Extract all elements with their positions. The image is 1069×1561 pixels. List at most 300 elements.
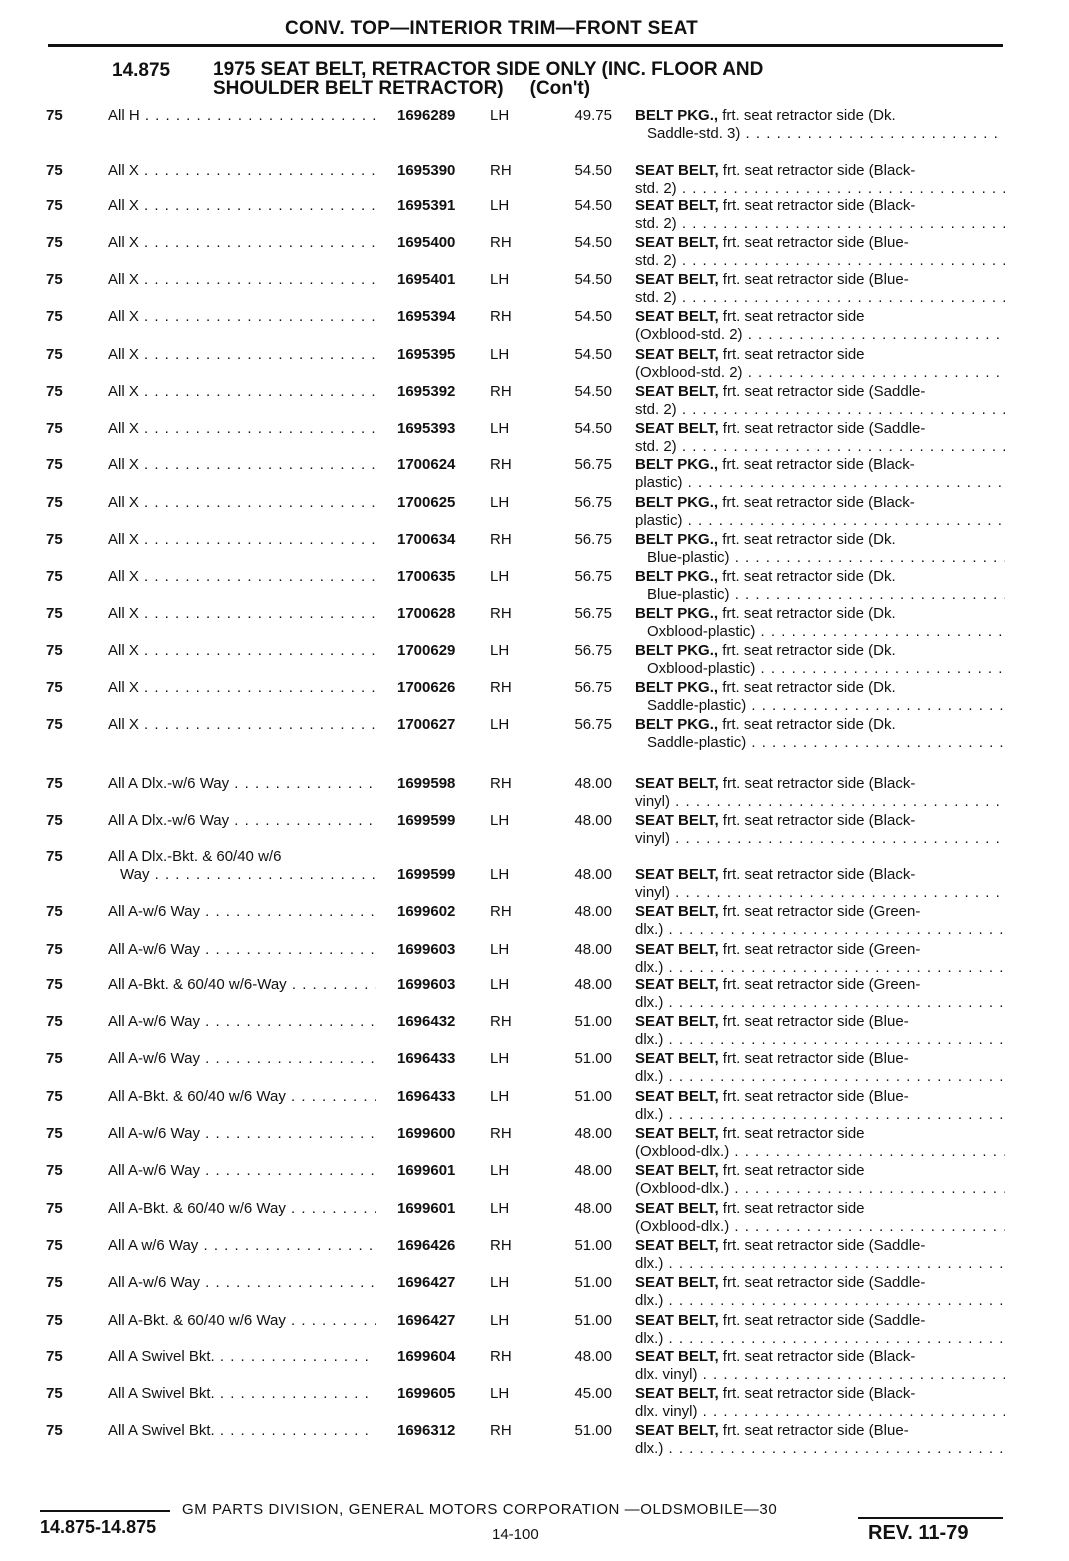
description-cell [635, 456, 1005, 492]
section-title-line1: 1975 SEAT BELT, RETRACTOR SIDE ONLY (INC. FLOOR AND [213, 59, 764, 80]
model-cell [108, 1088, 376, 1106]
side-cell: RH [490, 1237, 512, 1254]
part-number-cell: 1700626 [397, 679, 456, 696]
model-line: All A-w/6 Way . . . [108, 903, 376, 921]
description-keyword: SEAT BELT, [635, 346, 719, 363]
price-cell: 51.00 [574, 1422, 612, 1439]
description-line2: dlx.) . . . [635, 959, 1005, 977]
description-line2: dlx.) . . . [635, 921, 1005, 939]
part-number-cell: 1696426 [397, 1237, 456, 1254]
description-line2: (Oxblood-dlx.) . . . [635, 1180, 1005, 1198]
footer-range: 14.875-14.875 [40, 1517, 157, 1537]
description-line2: std. 2) . . . [635, 401, 1005, 419]
model-line: All X . . . [108, 716, 376, 734]
description-line1 [635, 716, 1005, 734]
model-line: All X . . . [108, 605, 376, 623]
description-text: frt. seat retractor side [718, 308, 865, 325]
description-text: frt. seat retractor side (Black- [718, 866, 916, 883]
description-line2: Saddle-plastic) . . . [635, 697, 1005, 715]
description-line1 [635, 494, 1005, 512]
model-line: All X . . . [108, 531, 376, 549]
description-text: frt. seat retractor side (Dk. [718, 107, 896, 124]
price-cell: 54.50 [574, 346, 612, 363]
description-line1 [635, 1013, 1005, 1031]
part-number-cell: 1695395 [397, 346, 456, 363]
description-line1 [635, 642, 1005, 660]
description-keyword: SEAT BELT, [635, 1237, 719, 1254]
description-keyword: SEAT BELT, [635, 383, 719, 400]
price-cell: 56.75 [574, 642, 612, 659]
description-line1 [635, 197, 1005, 215]
description-cell [635, 679, 1005, 715]
description-line1 [635, 812, 1005, 830]
description-text: frt. seat retractor side (Saddle- [718, 383, 926, 400]
year-cell: 75 [46, 234, 63, 251]
year-cell: 75 [46, 383, 63, 400]
model-cell [108, 308, 376, 326]
price-cell: 51.00 [574, 1013, 612, 1030]
side-cell: RH [490, 679, 512, 696]
description-cell [635, 1348, 1005, 1384]
year-cell: 75 [46, 456, 63, 473]
part-row [0, 162, 1069, 202]
description-cell [635, 1200, 1005, 1236]
model-line: All X . . . [108, 420, 376, 438]
model-line: All A-w/6 Way . . . [108, 1274, 376, 1292]
price-cell: 49.75 [574, 107, 612, 124]
model-line: All A-Bkt. & 60/40 w/6 Way . . . [108, 1200, 376, 1218]
side-cell: LH [490, 420, 510, 437]
side-cell: LH [490, 568, 510, 585]
description-text: frt. seat retractor side (Blue- [718, 1013, 909, 1030]
part-number-cell: 1696432 [397, 1013, 456, 1030]
description-line2: dlx.) . . . [635, 1255, 1005, 1273]
description-keyword: SEAT BELT, [635, 866, 719, 883]
description-keyword: SEAT BELT, [635, 1200, 719, 1217]
part-number-cell: 1700624 [397, 456, 456, 473]
description-line1 [635, 162, 1005, 180]
model-cell [108, 903, 376, 921]
year-cell: 75 [46, 1274, 63, 1291]
model-line: All X . . . [108, 679, 376, 697]
description-text: frt. seat retractor side (Blue- [718, 234, 909, 251]
year-cell: 75 [46, 162, 63, 179]
price-cell: 45.00 [574, 1385, 612, 1402]
part-row [0, 679, 1069, 719]
price-cell: 54.50 [574, 197, 612, 214]
description-line1 [635, 941, 1005, 959]
model-cell [108, 1013, 376, 1031]
description-line2: dlx.) . . . [635, 1031, 1005, 1049]
model-cell [108, 812, 376, 830]
side-cell: RH [490, 456, 512, 473]
description-keyword: SEAT BELT, [635, 903, 719, 920]
part-row [0, 531, 1069, 571]
description-line1 [635, 1348, 1005, 1366]
model-cell [108, 494, 376, 512]
part-number-cell: 1699599 [397, 812, 456, 829]
model-line: All H . . . [108, 107, 376, 125]
side-cell: LH [490, 642, 510, 659]
description-line2: plastic) . . . [635, 512, 1005, 530]
part-row [0, 1274, 1069, 1314]
description-cell [635, 812, 1005, 848]
description-text: frt. seat retractor side (Dk. [718, 679, 896, 696]
part-row [0, 1312, 1069, 1352]
price-cell: 48.00 [574, 1348, 612, 1365]
description-cell [635, 271, 1005, 307]
description-keyword: BELT PKG., [635, 531, 719, 548]
year-cell: 75 [46, 107, 63, 124]
part-row [0, 308, 1069, 348]
description-keyword: BELT PKG., [635, 494, 719, 511]
price-cell: 56.75 [574, 679, 612, 696]
price-cell: 51.00 [574, 1274, 612, 1291]
part-number-cell: 1700625 [397, 494, 456, 511]
year-cell: 75 [46, 716, 63, 733]
description-line2: dlx.) . . . [635, 994, 1005, 1012]
part-row [0, 568, 1069, 608]
description-cell [635, 107, 1005, 143]
part-number-cell: 1695392 [397, 383, 456, 400]
model-line: All X . . . [108, 162, 376, 180]
footer-page-number: 14-100 [492, 1526, 539, 1543]
description-text: frt. seat retractor side (Blue- [718, 271, 909, 288]
description-cell [635, 1274, 1005, 1310]
part-number-cell: 1696433 [397, 1050, 456, 1067]
side-cell: LH [490, 1088, 510, 1105]
description-keyword: SEAT BELT, [635, 775, 719, 792]
description-line2: dlx. vinyl) . . . [635, 1366, 1005, 1384]
description-line1 [635, 456, 1005, 474]
model-line: All A-Bkt. & 60/40 w/6-Way . . . [108, 976, 376, 994]
price-cell: 48.00 [574, 866, 612, 883]
model-cell [108, 346, 376, 364]
description-line2: dlx.) . . . [635, 1440, 1005, 1458]
part-number-cell: 1699603 [397, 976, 456, 993]
description-line2: std. 2) . . . [635, 438, 1005, 456]
model-line: All A-w/6 Way . . . [108, 1013, 376, 1031]
description-line2: (Oxblood-std. 2) . . . [635, 364, 1005, 382]
description-cell [635, 1312, 1005, 1348]
model-line: All A Dlx.-w/6 Way . . . [108, 775, 376, 793]
description-text: frt. seat retractor side [718, 346, 865, 363]
price-cell: 54.50 [574, 308, 612, 325]
price-cell: 51.00 [574, 1050, 612, 1067]
model-cell [108, 568, 376, 586]
description-line2: dlx.) . . . [635, 1106, 1005, 1124]
description-line1 [635, 976, 1005, 994]
model-cell [108, 1237, 376, 1255]
price-cell: 56.75 [574, 605, 612, 622]
description-line2: dlx.) . . . [635, 1330, 1005, 1348]
year-cell: 75 [46, 1237, 63, 1254]
year-cell: 75 [46, 976, 63, 993]
description-cell [635, 1125, 1005, 1161]
description-cell [635, 642, 1005, 678]
description-text: frt. seat retractor side (Blue- [718, 1050, 909, 1067]
part-row [0, 346, 1069, 386]
description-text: frt. seat retractor side (Black- [718, 1385, 916, 1402]
description-cell [635, 494, 1005, 530]
description-text: frt. seat retractor side (Dk. [718, 605, 896, 622]
part-number-cell: 1696427 [397, 1312, 456, 1329]
year-cell: 75 [46, 903, 63, 920]
year-cell: 75 [46, 1348, 63, 1365]
description-text: frt. seat retractor side (Saddle- [718, 1274, 926, 1291]
side-cell: RH [490, 1125, 512, 1142]
description-line1 [635, 234, 1005, 252]
part-number-cell: 1700628 [397, 605, 456, 622]
model-cell [108, 679, 376, 697]
description-text: frt. seat retractor side (Blue- [718, 1422, 909, 1439]
year-cell: 75 [46, 679, 63, 696]
description-line2: vinyl) . . . [635, 793, 1005, 811]
model-line: All A Swivel Bkt. . . . [108, 1348, 376, 1366]
model-line: All X . . . [108, 271, 376, 289]
description-keyword: SEAT BELT, [635, 1013, 719, 1030]
description-text: frt. seat retractor side (Dk. [718, 531, 896, 548]
description-line1 [635, 605, 1005, 623]
description-keyword: SEAT BELT, [635, 162, 719, 179]
model-line: All X . . . [108, 308, 376, 326]
description-text: frt. seat retractor side (Green- [718, 903, 921, 920]
model-line: All A-w/6 Way . . . [108, 1125, 376, 1143]
part-row [0, 1088, 1069, 1128]
part-number-cell: 1695393 [397, 420, 456, 437]
description-line1 [635, 383, 1005, 401]
side-cell: RH [490, 1013, 512, 1030]
side-cell: RH [490, 383, 512, 400]
part-row [0, 812, 1069, 852]
description-text: frt. seat retractor side [718, 1162, 865, 1179]
model-cell [108, 716, 376, 734]
part-number-cell: 1699598 [397, 775, 456, 792]
part-row [0, 976, 1069, 1016]
description-keyword: SEAT BELT, [635, 812, 719, 829]
header-rule [48, 44, 1003, 47]
model-cell [108, 420, 376, 438]
side-cell: LH [490, 1274, 510, 1291]
description-cell [635, 420, 1005, 456]
year-cell: 75 [46, 494, 63, 511]
part-number-cell: 1699603 [397, 941, 456, 958]
year-cell: 75 [46, 1385, 63, 1402]
description-keyword: SEAT BELT, [635, 1088, 719, 1105]
price-cell: 54.50 [574, 420, 612, 437]
description-keyword: SEAT BELT, [635, 1050, 719, 1067]
footer-revision: REV. 11-79 [868, 1522, 969, 1544]
price-cell: 48.00 [574, 941, 612, 958]
side-cell: LH [490, 1200, 510, 1217]
model-cell [108, 605, 376, 623]
description-cell [635, 866, 1005, 902]
part-number-cell: 1699601 [397, 1200, 456, 1217]
model-cell [108, 1125, 376, 1143]
side-cell: RH [490, 605, 512, 622]
description-cell [635, 308, 1005, 344]
part-row [0, 1237, 1069, 1277]
part-row [0, 420, 1069, 460]
side-cell: LH [490, 1312, 510, 1329]
description-line2: (Oxblood-dlx.) . . . [635, 1143, 1005, 1161]
description-cell [635, 568, 1005, 604]
model-cell [108, 383, 376, 401]
description-keyword: SEAT BELT, [635, 271, 719, 288]
model-cell [108, 1348, 376, 1366]
description-line2: (Oxblood-std. 2) . . . [635, 326, 1005, 344]
description-keyword: SEAT BELT, [635, 1422, 719, 1439]
description-text: frt. seat retractor side (Dk. [718, 642, 896, 659]
model-line: All A Swivel Bkt. . . . [108, 1385, 376, 1403]
description-keyword: SEAT BELT, [635, 1125, 719, 1142]
description-cell [635, 197, 1005, 233]
description-line2: dlx. vinyl) . . . [635, 1403, 1005, 1421]
year-cell: 75 [46, 848, 63, 865]
part-row [0, 107, 1069, 147]
part-row [0, 775, 1069, 815]
price-cell: 48.00 [574, 903, 612, 920]
part-row [0, 1348, 1069, 1388]
description-line1 [635, 1237, 1005, 1255]
model-line: All X . . . [108, 642, 376, 660]
description-text: frt. seat retractor side (Dk. [718, 568, 896, 585]
year-cell: 75 [46, 531, 63, 548]
part-number-cell: 1700635 [397, 568, 456, 585]
description-keyword: SEAT BELT, [635, 941, 719, 958]
side-cell: RH [490, 1348, 512, 1365]
description-cell [635, 383, 1005, 419]
description-line1 [635, 107, 1005, 125]
description-text: frt. seat retractor side (Black- [718, 494, 915, 511]
description-cell [635, 1237, 1005, 1273]
description-line1 [635, 271, 1005, 289]
model-line: All X . . . [108, 383, 376, 401]
price-cell: 56.75 [574, 716, 612, 733]
description-text: frt. seat retractor side (Green- [718, 941, 921, 958]
year-cell: 75 [46, 1200, 63, 1217]
description-line1 [635, 568, 1005, 586]
price-cell: 54.50 [574, 234, 612, 251]
price-cell: 56.75 [574, 568, 612, 585]
description-line2: plastic) . . . [635, 474, 1005, 492]
side-cell: LH [490, 866, 510, 883]
description-keyword: BELT PKG., [635, 642, 719, 659]
description-text: frt. seat retractor side (Saddle- [718, 1237, 926, 1254]
model-cell [108, 642, 376, 660]
part-number-cell: 1695391 [397, 197, 456, 214]
side-cell: LH [490, 107, 510, 124]
side-cell: LH [490, 716, 510, 733]
description-line1 [635, 1162, 1005, 1180]
part-number-cell: 1696427 [397, 1274, 456, 1291]
model-cell [108, 941, 376, 959]
model-cell [108, 197, 376, 215]
year-cell: 75 [46, 1422, 63, 1439]
description-cell [635, 1422, 1005, 1458]
description-line1 [635, 308, 1005, 326]
description-cell [635, 976, 1005, 1012]
part-row [0, 1162, 1069, 1202]
price-cell: 54.50 [574, 162, 612, 179]
price-cell: 56.75 [574, 494, 612, 511]
year-cell: 75 [46, 1050, 63, 1067]
side-cell: RH [490, 308, 512, 325]
description-line1 [635, 420, 1005, 438]
description-text: frt. seat retractor side (Dk. [718, 716, 896, 733]
description-cell [635, 941, 1005, 977]
part-row [0, 642, 1069, 682]
side-cell: LH [490, 271, 510, 288]
part-number-cell: 1696312 [397, 1422, 456, 1439]
description-text: frt. seat retractor side (Saddle- [718, 1312, 926, 1329]
side-cell: RH [490, 1422, 512, 1439]
description-cell [635, 234, 1005, 270]
part-number-cell: 1695401 [397, 271, 456, 288]
part-number-cell: 1700634 [397, 531, 456, 548]
price-cell: 51.00 [574, 1312, 612, 1329]
description-text: frt. seat retractor side (Saddle- [718, 420, 926, 437]
description-keyword: SEAT BELT, [635, 1385, 719, 1402]
description-keyword: BELT PKG., [635, 107, 719, 124]
year-cell: 75 [46, 1013, 63, 1030]
side-cell: RH [490, 234, 512, 251]
description-keyword: SEAT BELT, [635, 420, 719, 437]
description-keyword: SEAT BELT, [635, 1274, 719, 1291]
model-cell [108, 162, 376, 180]
model-line: All X . . . [108, 494, 376, 512]
side-cell: LH [490, 1162, 510, 1179]
part-row [0, 494, 1069, 534]
description-line2: Blue-plastic) . . . [635, 586, 1005, 604]
description-line1 [635, 531, 1005, 549]
description-text: frt. seat retractor side (Green- [718, 976, 921, 993]
model-line: All X . . . [108, 346, 376, 364]
part-number-cell: 1700629 [397, 642, 456, 659]
description-line2: std. 2) . . . [635, 252, 1005, 270]
description-keyword: BELT PKG., [635, 605, 719, 622]
price-cell: 51.00 [574, 1088, 612, 1105]
description-keyword: SEAT BELT, [635, 1162, 719, 1179]
description-keyword: SEAT BELT, [635, 234, 719, 251]
side-cell: LH [490, 1385, 510, 1402]
model-cell [108, 107, 376, 125]
model-line: All A-w/6 Way . . . [108, 1050, 376, 1068]
description-line2: Oxblood-plastic) . . . [635, 660, 1005, 678]
part-row [0, 456, 1069, 496]
model-line: All X . . . [108, 234, 376, 252]
side-cell: RH [490, 903, 512, 920]
side-cell: LH [490, 812, 510, 829]
description-line1 [635, 866, 1005, 884]
side-cell: LH [490, 494, 510, 511]
description-cell [635, 716, 1005, 752]
model-line: All A-w/6 Way . . . [108, 941, 376, 959]
description-line2: vinyl) . . . [635, 830, 1005, 848]
part-row [0, 1422, 1069, 1462]
price-cell: 54.50 [574, 383, 612, 400]
description-line1 [635, 775, 1005, 793]
footer-rule-right [858, 1517, 1003, 1519]
description-text: frt. seat retractor side (Black- [718, 456, 915, 473]
model-cell [108, 1385, 376, 1403]
part-number-cell: 1696433 [397, 1088, 456, 1105]
description-cell [635, 1385, 1005, 1421]
description-keyword: BELT PKG., [635, 716, 719, 733]
year-cell: 75 [46, 271, 63, 288]
description-line2: std. 2) . . . [635, 180, 1005, 198]
model-cell [108, 1162, 376, 1180]
